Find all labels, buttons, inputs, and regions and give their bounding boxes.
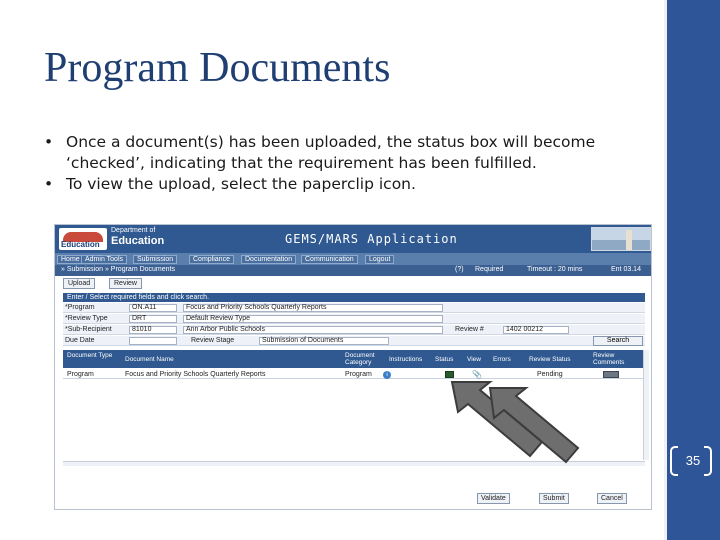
app-screenshot — [54, 224, 652, 510]
review-label: Review — [114, 280, 137, 287]
col-document-type: Document Type — [67, 352, 113, 359]
review-type-input[interactable]: DRT — [129, 315, 177, 323]
slide-bullets — [44, 132, 644, 195]
review-stage-field[interactable]: Submission of Documents — [259, 337, 389, 345]
submit-button[interactable]: Submit — [539, 493, 569, 504]
nav-admin-tools[interactable]: Admin Tools — [81, 255, 127, 264]
upload-label: Upload — [68, 280, 91, 287]
required-note: Required — [475, 266, 504, 273]
sub-recipient-label: *Sub-Recipient — [65, 326, 112, 333]
app-title: GEMS/MARS Application — [285, 232, 458, 246]
instruction-bar: Enter / Select required fields and click search. — [63, 293, 645, 302]
field-row-due-date — [63, 336, 645, 346]
breadcrumb-text: » Submission » Program Documents — [61, 266, 175, 273]
upload-button[interactable] — [63, 278, 95, 289]
program-desc-field[interactable]: Focus and Priority Schools Quarterly Reports — [183, 304, 443, 312]
nav-submission[interactable]: Submission — [133, 255, 177, 264]
nav-communication[interactable]: Communication — [301, 255, 358, 264]
timeout-note: Timeout : 20 mins — [527, 266, 583, 273]
review-button[interactable] — [109, 278, 142, 289]
sub-recipient-input[interactable]: 81010 — [129, 326, 177, 334]
col-review-status: Review Status — [529, 356, 571, 363]
review-comments-icon[interactable] — [603, 371, 619, 378]
field-row-sub-recipient — [63, 325, 645, 335]
header-lighthouse-photo — [591, 227, 651, 251]
nav-logout[interactable]: Logout — [365, 255, 394, 264]
instructions-info-icon[interactable]: i — [383, 371, 391, 379]
department-big: Education — [111, 235, 165, 247]
environment-note: Ent 03.14 — [611, 266, 641, 273]
bullet-item: • To view the upload, select the paperclip icon. — [44, 174, 644, 195]
page-number-bracket-right — [704, 446, 712, 476]
nav-documentation[interactable]: Documentation — [241, 255, 296, 264]
cell-document-type: Program — [67, 371, 94, 378]
breadcrumb — [55, 265, 652, 276]
cell-review-status: Pending — [537, 371, 563, 378]
review-number-label: Review # — [455, 326, 484, 333]
paperclip-icon[interactable]: 📎 — [472, 370, 482, 379]
vertical-scrollbar[interactable] — [643, 350, 649, 460]
cancel-button[interactable]: Cancel — [597, 493, 627, 504]
col-document-category: Document Category — [345, 352, 375, 366]
col-review-comments: Review Comments — [593, 352, 625, 366]
col-status: Status — [435, 356, 454, 363]
review-number-field[interactable]: 1402 00212 — [503, 326, 569, 334]
search-button[interactable]: Search — [593, 336, 643, 346]
app-header — [55, 225, 652, 253]
education-logo — [59, 228, 107, 250]
help-link[interactable]: (?) — [455, 266, 464, 273]
sub-recipient-desc-field[interactable]: Ann Arbor Public Schools — [183, 326, 443, 334]
review-stage-label: Review Stage — [191, 337, 235, 344]
col-document-name: Document Name — [125, 356, 174, 363]
lighthouse-icon — [626, 230, 632, 250]
col-instructions: Instructions — [389, 356, 423, 363]
field-row-review-type — [63, 314, 645, 324]
due-date-label: Due Date — [65, 337, 95, 344]
slide-title: Program Documents — [44, 45, 391, 91]
nav-bar — [55, 253, 652, 265]
cell-document-category: Program — [345, 371, 372, 378]
status-checkbox-icon — [445, 371, 454, 378]
page-number: 35 — [685, 453, 701, 468]
program-code-input[interactable]: ON.A11 — [129, 304, 177, 312]
department-name — [111, 227, 164, 247]
photo-sky — [592, 228, 650, 240]
review-type-desc-field[interactable]: Default Review Type — [183, 315, 443, 323]
review-type-label: *Review Type — [65, 315, 108, 322]
program-label: *Program — [65, 304, 95, 311]
table-row[interactable] — [63, 369, 645, 379]
validate-button[interactable]: Validate — [477, 493, 510, 504]
department-small: Department of — [111, 227, 156, 234]
cell-document-name: Focus and Priority Schools Quarterly Reports — [125, 371, 266, 378]
bullet-item: • Once a document(s) has been uploaded, the status box will become ‘checked’, indicating that the requirement has been fulfilled. — [44, 132, 644, 174]
due-date-input[interactable] — [129, 337, 177, 345]
table-header — [63, 350, 645, 368]
col-view: View — [467, 356, 481, 363]
nav-compliance[interactable]: Compliance — [189, 255, 234, 264]
field-row-program — [63, 303, 645, 313]
col-errors: Errors — [493, 356, 511, 363]
nav-home[interactable]: Home — [57, 255, 84, 264]
horizontal-scrollbar[interactable] — [63, 461, 645, 466]
logo-text: Education — [61, 240, 100, 249]
